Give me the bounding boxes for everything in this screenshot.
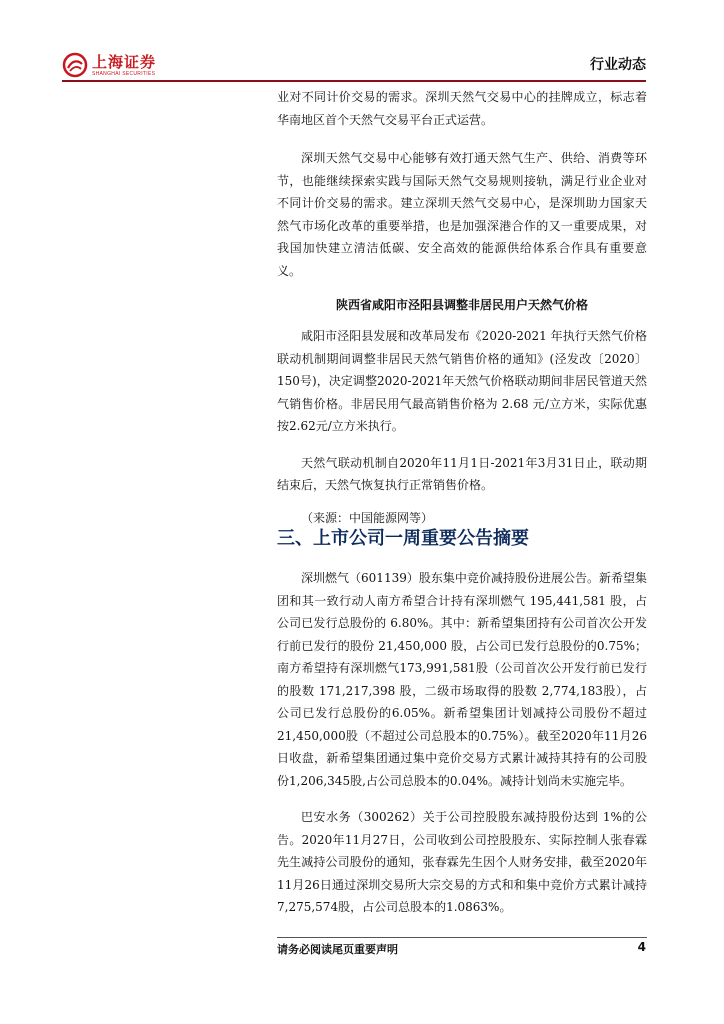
logo-chinese-name: 上海证券	[92, 52, 157, 71]
footer-divider	[277, 937, 647, 938]
paragraph-shenzhen-gas-announcement: 深圳燃气（601139）股东集中竞价减持股份进展公告。新希望集团和其一致行动人南方希望合计持有深圳燃气 195,441,581 股，占公司已发行总股份的 6.80%。其中：新希望集团持有公司首次公开发行前已发行的股份 21,450,000 股，占公司已发行总股份的0.75%；南方希望持有深圳燃气173,991,581股（公司首次公开发行前已发行的股数 171,217,398 股，二级市场取得的股数 2,774,183股），占公司已发行总股份的6.05%。新希望集团计划减持公司股份不超过21,450,000股（不超过公司总股本的0.75%）。截至2020年11月26日收盘，新希望集团通过集中竞价交易方式累计减持其持有的公司股份1,206,345股,占公司总股本的0.04%。减持计划尚未实施完毕。	[277, 571, 647, 788]
section-title: 三、上市公司一周重要公告摘要	[277, 528, 529, 549]
news-subheading: 陕西省咸阳市泾阳县调整非居民用户天然气价格	[335, 298, 588, 312]
brand-logo	[62, 50, 156, 80]
news-source: （来源：中国能源网等）	[301, 510, 434, 525]
footer-disclaimer: 请务必阅读尾页重要声明	[277, 943, 398, 956]
announcements-content	[277, 567, 647, 919]
logo-english-name: SHANGHAI SECURITIES	[92, 70, 156, 77]
page-header	[62, 44, 646, 84]
paragraph-linkage-period: 天然气联动机制自2020年11月1日-2021年3月31日止，联动期结束后，天然气恢复执行正常销售价格。	[277, 455, 647, 492]
paragraph-baan-water-announcement: 巴安水务（300262）关于公司控股股东减持股份达到 1%的公告。2020年11月27日，公司收到公司控股股东、实际控制人张春霖先生减持公司股份的通知，张春霖先生因个人财务安排，截至2020年11月26日通过深圳交易所大宗交易的方式和和集中竞价方式累计减持7,275,574股，占公司总股本的1.0863%。	[277, 810, 647, 914]
body-content	[277, 84, 647, 529]
logo-mark-icon	[62, 52, 88, 78]
report-category: 行业动态	[590, 57, 646, 73]
paragraph-trading-center-continued: 业对不同计价交易的需求。深圳天然气交易中心的挂牌成立，标志着华南地区首个天然气交易平台正式运营。	[277, 90, 647, 127]
paragraph-price-adjustment: 咸阳市泾阳县发展和改革局发布《2020-2021 年执行天然气价格联动机制期间调整非居民天然气销售价格的通知》(泾发改〔2020〕150号)，决定调整2020-2021年天然气价格联动期间非居民管道天然气销售价格。非居民用气最高销售价格为 2.68 元/立方米，实际优惠按2.62元/立方米执行。	[277, 329, 647, 433]
page-number: 4	[637, 940, 646, 954]
header-divider	[62, 80, 646, 82]
paragraph-trading-center-significance: 深圳天然气交易中心能够有效打通天然气生产、供给、消费等环节，也能继续探索实践与国际天然气交易规则接轨，满足行业企业对不同计价交易的需求。建立深圳天然气交易中心，是深圳助力国家天然气市场化改革的重要举措，也是加强深港合作的又一重要成果，对我国加快建立清洁低碳、安全高效的能源供给体系合作具有重要意义。	[277, 151, 647, 278]
